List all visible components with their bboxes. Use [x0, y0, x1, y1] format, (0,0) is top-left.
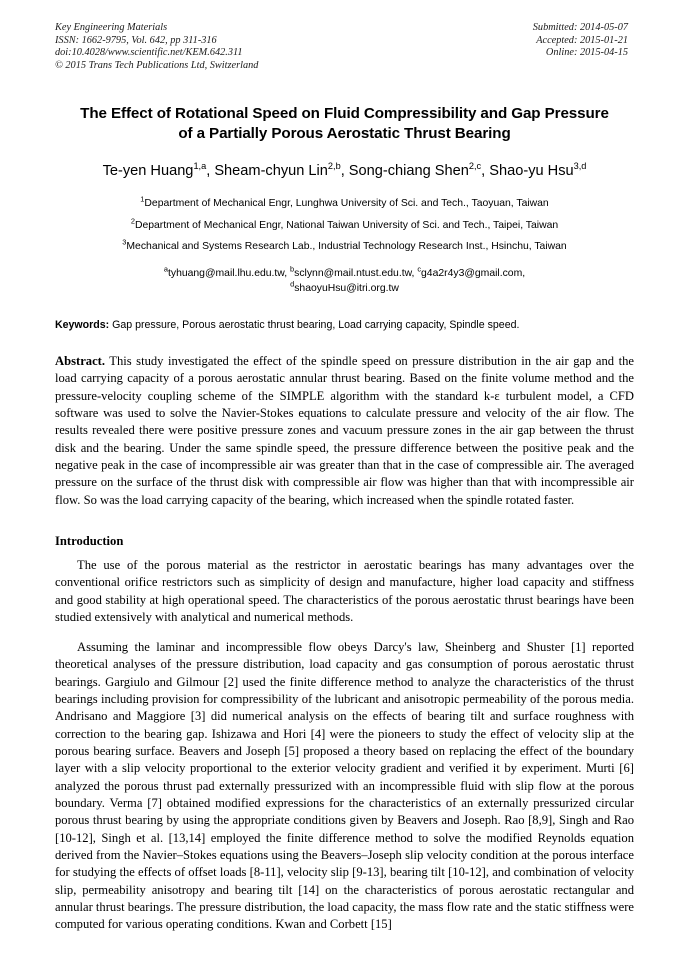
introduction-paragraph-1: The use of the porous material as the restrictor in aerostatic bearings has many advantages over the conventional orifice restrictors such as simplicity of design and manufacture, higher load capacity and stiffness and good stability at high operational speed. The characteristics of the porous aerostatic thrust bearings have been studied extensively with analytical and numerical methods. [55, 557, 634, 624]
journal-name: Key Engineering Materials [55, 22, 168, 33]
affiliation-text: Department of Mechanical Engr, National Taiwan University of Sci. and Tech., Taipei, Taiwan [134, 219, 559, 231]
author-name: Sheam-chyun Lin [214, 163, 328, 180]
affiliation-item [55, 236, 634, 258]
keywords-values: Gap pressure, Porous aerostatic thrust bearing, Load carrying capacity, Spindle speed. [109, 318, 520, 331]
author-name: Song-chiang Shen [348, 163, 469, 180]
email-address[interactable]: shaoyuHsu@itri.org.tw [294, 282, 399, 294]
affiliation-item [55, 193, 634, 215]
affiliation-marker: 1 [140, 194, 145, 204]
author-name: Te-yen Huang [102, 163, 194, 180]
email-list [55, 266, 634, 296]
author-affiliation-marker: 2,c [468, 161, 482, 172]
journal-issn-volume: ISSN: 1662-9795, Vol. 642, pp 311-316 [55, 34, 217, 46]
email-line [55, 266, 634, 281]
author-affiliation-marker: 1,a [193, 161, 207, 172]
email-marker: b [290, 264, 295, 274]
accepted-date: Accepted: 2015-01-21 [536, 34, 628, 46]
abstract-text: This study investigated the effect of the spindle speed on pressure distribution in the air gap and the load carrying capacity of a porous aerostatic annular thrust bearing. Based on the finite volume method and the pressure-velocity coupling scheme of the SIMPLE algorithm with the standard k-ε turbulent model, a CFD software was used to solve the Navier-Stokes equations to calculate pressure and velocity of the air flow. The results revealed there were positive pressure zones and vacuum pressure zones in the air gap between the thrust disk and the bearing. Under the same spindle speed, the pressure difference between the positive peak and the negative peak in the case of incompressible air was greater than that in the case of compressible air. The averaged pressure on the surface of the thrust disk with compressible air flow was higher than that with incompressible air flow. So was the load carrying capacity of the bearing, which increased when the spindle rotated faster. [55, 353, 634, 507]
journal-copyright: © 2015 Trans Tech Publications Ltd, Switzerland [55, 59, 259, 71]
page-title: The Effect of Rotational Speed on Fluid Compressibility and Gap Pressure of a Partially Porous Aerostatic Thrust Bearing [80, 105, 609, 143]
email-marker: a [163, 264, 168, 274]
journal-doi: doi:10.4028/www.scientific.net/KEM.642.311 [55, 47, 243, 59]
email-line [55, 281, 634, 296]
abstract-paragraph [55, 353, 634, 509]
submitted-date: Submitted: 2014-05-07 [532, 22, 628, 33]
keywords-line [55, 318, 634, 332]
affiliation-marker: 3 [122, 237, 127, 247]
introduction-paragraph-2: Assuming the laminar and incompressible flow obeys Darcy's law, Sheinberg and Shuster [1] reported theoretical analyses of the pressure distribution, load capacity and gas consumption of porous aerostatic thrust bearings. Gargiulo and Gilmour [2] used the finite difference method to analyze the characteristics of the thrust bearings including provision for compressibility of the lubricant and anisotropic permeability of the porous media. Andrisano and Maggiore [3] did numerical analysis on the effects of bearing tilt and surface roughness with correction to the bearing gap. Ishizawa and Hori [4] were the pioneers to study the effect of velocity slip at the porous bearing surface. Beavers and Joseph [5] proposed a theory based on replacing the effect of the boundary layer with a slip velocity proportional to the exterior velocity gradient and verified it by experiment. Murti [6] analyzed the porous thrust pad externally pressurized with an incompressible fluid with slip flow at the porous boundary. Verma [7] obtained modified expressions for the characteristics of an externally pressurized circular porous thrust bearing by using the appropriate conditions given by Beavers and Joseph. Rao [8,9], Singh and Rao [10-12], Singh et al. [13,14] employed the finite difference method to solve the modified Reynolds equation derived from the Navier–Stokes equations using the Beavers–Joseph slip velocity condition at the porous interface for studying the effects of offset loads [8-11], velocity slip [9-13], bearing tilt [10-12], and combination of velocity slip, permeability anisotropy and bearing tilt [14] on the characteristics of porous aerostatic rectangular and annular thrust bearings. The pressure distribution, the load capacity, the mass flow rate and the static stiffness were computed for various operating conditions. Kwan and Corbett [15] [55, 639, 634, 932]
author-affiliation-marker: 3,d [573, 161, 587, 172]
author-list: Te-yen Huang$^{1,a}$, Sheam-chyun Lin$^{2,b}$, Song-chiang Shen$^{2,c}$, Shao-yu Hsu$^{3,d}$ [102, 161, 587, 180]
affiliation-text: Mechanical and Systems Research Lab., Industrial Technology Research Inst., Hsinchu, Taiwan [126, 241, 567, 253]
affiliation-text: Department of Mechanical Engr, Lunghwa University of Sci. and Tech., Taoyuan, Taiwan [144, 198, 549, 210]
journal-header-left [55, 22, 258, 72]
email-address[interactable]: g4a2r4y3@gmail.com, [421, 267, 526, 279]
email-marker: d [290, 279, 295, 289]
author-affiliation-marker: 2,b [327, 161, 341, 172]
online-date: Online: 2015-04-15 [545, 47, 628, 59]
email-address[interactable]: sclynn@mail.ntust.edu.tw, [294, 267, 418, 279]
section-heading-introduction: Introduction [55, 533, 124, 548]
author-name: Shao-yu Hsu [489, 163, 574, 180]
journal-header [55, 22, 634, 72]
email-marker: c [417, 264, 422, 274]
affiliation-item [55, 215, 634, 237]
affiliation-list [55, 193, 634, 258]
keywords-label: Keywords: [55, 318, 110, 331]
email-address[interactable]: tyhuang@mail.lhu.edu.tw, [167, 267, 291, 279]
journal-header-right [533, 22, 634, 60]
abstract-label: Abstract. [55, 353, 106, 368]
affiliation-marker: 2 [130, 216, 135, 226]
